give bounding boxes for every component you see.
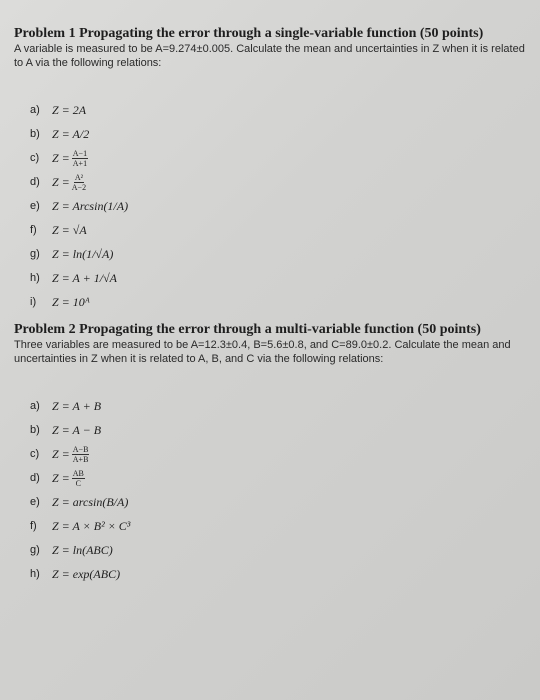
problem1-item: a) Z = 2A [30,102,87,117]
problem2-relations [30,394,430,586]
problem1-item: d) Z = $\frac{\text{A²}}{A-2}$ [30,172,87,192]
problem1-title: Problem 1 Propagating the error through a single-variable function (50 points) [14,26,484,41]
problem1-relations [30,98,430,314]
fraction: $\frac{A-1}{A+1}$ [72,148,88,168]
problem2-statement: Three variables are measured to be A=12.3±0.4, B=5.6±0.8, and C=89.0±0.2. Calculate the mean and uncertainties in Z when it is related to A, B, and C via the following relations: [14,339,511,365]
problem2-item: c) Z = $\frac{A-B}{A+B}$ [30,444,89,464]
problem1-item: c) Z = $\frac{A-1}{A+1}$ [30,148,88,168]
problem2-item: h) Z = exp(ABC) [30,566,121,581]
problem1-item: i) Z = 10ᴬ [30,294,90,309]
problem1-item: b) Z = A/2 [30,126,90,141]
fraction: $\frac{AB}{C}$ [72,468,84,488]
problem1-item: g) Z = ln(1/√A) [30,246,114,261]
problem1-statement: A variable is measured to be A=9.274±0.005. Calculate the mean and uncertainties in Z when it is related to A via the following relations: [14,43,525,69]
problem2-item: a) Z = A + B [30,398,102,413]
fraction: $\frac{\text{A²}}{A-2}$ [71,172,87,192]
fraction: $\frac{A-B}{A+B}$ [72,444,89,464]
problem2-item: d) Z = $\frac{AB}{C}$ [30,468,84,488]
problem2-item: e) Z = arcsin(B/A) [30,494,129,509]
problem1-item: f) Z = √A [30,222,87,237]
problem2-item: b) Z = A − B [30,422,102,437]
problem2-item: g) Z = ln(ABC) [30,542,113,557]
problem1-item: e) Z = Arcsin(1/A) [30,198,129,213]
problem2-item: f) Z = A × B² × C³ [30,518,131,533]
problem2-title: Problem 2 Propagating the error through a multi-variable function (50 points) [14,322,481,337]
problem1-item: h) Z = A + 1/√A [30,270,118,285]
